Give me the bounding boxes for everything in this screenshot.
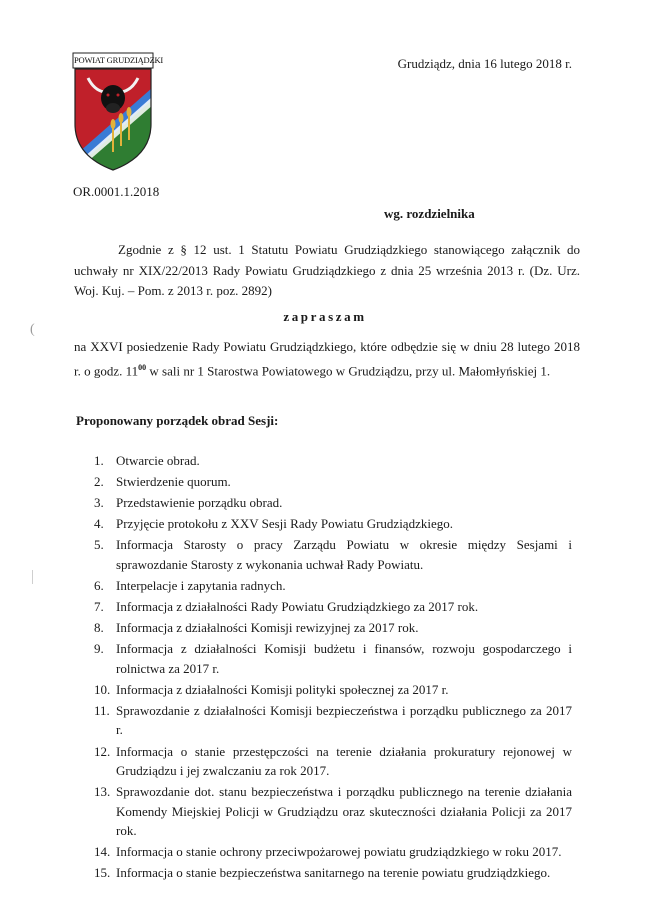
agenda-item xyxy=(76,639,572,678)
scan-margin-mark: ( xyxy=(30,322,35,337)
agenda-item xyxy=(76,514,572,534)
letter-date: Grudziądz, dnia 16 lutego 2018 r. xyxy=(397,56,572,71)
agenda-item-text: Informacja z działalności Komisji polityki społecznej za 2017 r. xyxy=(116,681,449,697)
agenda-item-text: Stwierdzenie quorum. xyxy=(116,474,231,490)
invite-time-superscript: 00 xyxy=(138,362,147,372)
agenda-item-number: 14. xyxy=(94,844,111,860)
scan-margin-line xyxy=(32,570,33,584)
recipient-line: wg. rozdzielnika xyxy=(384,206,475,221)
agenda-item-text: Informacja z działalności Komisji budżetu i finansów, rozwoju gospodarczego i rolnictwa za 2017 r. xyxy=(116,641,572,676)
agenda-list xyxy=(76,451,572,884)
agenda-item-text: Przedstawienie porządku obrad. xyxy=(116,495,283,511)
agenda-item-text: Sprawozdanie z działalności Komisji bezpieczeństwa i porządku publicznego za 2017 r. xyxy=(116,702,572,738)
agenda-item xyxy=(76,472,572,492)
crest-label: POWIAT GRUDZIĄDZKI xyxy=(74,55,164,65)
agenda-item xyxy=(76,782,572,841)
agenda-item-number: 6. xyxy=(94,577,104,593)
agenda-item-number: 3. xyxy=(94,495,104,511)
agenda-item-number: 9. xyxy=(94,641,104,657)
agenda-item-number: 1. xyxy=(94,453,104,468)
agenda-item-text: Informacja o stanie przestępczości na terenie działania prokuratury rejonowej w Grudziądzu i jej zwalczaniu za rok 2017. xyxy=(116,743,572,779)
agenda-item xyxy=(76,863,572,883)
agenda-item-text: Przyjęcie protokołu z XXV Sesji Rady Powiatu Grudziądzkiego. xyxy=(116,516,453,532)
coat-of-arms-icon xyxy=(72,52,164,172)
intro-paragraph: Zgodnie z § 12 ust. 1 Statutu Powiatu Grudziądzkiego stanowiącego załącznik do uchwały nr XIX/22/2013 Rady Powiatu Grudziądzkiego z dnia 25 września 2013 r. (Dz. Urz. Woj. Kuj. – Pom. z 2013 r. poz. 2892) xyxy=(74,242,580,298)
agenda-item-number: 5. xyxy=(94,537,104,553)
agenda-item-text: Interpelacje i zapytania radnych. xyxy=(116,577,286,593)
invite-text-start: na XXVI posiedzenie Rady Powiatu Grudziądzkiego, które odbędzie się w dniu 28 lutego 2018 r. o godz. 11 xyxy=(74,339,580,378)
agenda-item-text: Informacja z działalności Komisji rewizyjnej za 2017 rok. xyxy=(116,620,419,636)
agenda-item-text: Informacja o stanie ochrony przeciwpożarowej powiatu grudziądzkiego w roku 2017. xyxy=(116,844,562,860)
agenda-item-text: Informacja o stanie bezpieczeństwa sanitarnego na terenie powiatu grudziądzkiego. xyxy=(116,865,551,881)
agenda-item-number: 2. xyxy=(94,474,104,490)
agenda-item-text: Sprawozdanie dot. stanu bezpieczeństwa i porządku publicznego na terenie działania Komendy Miejskiej Policji w Grudziądzu oraz skuteczności działania Policji za 2017 rok. xyxy=(116,784,572,839)
agenda-item xyxy=(76,680,572,700)
invite-paragraph xyxy=(74,337,580,381)
reference-number: OR.0001.1.2018 xyxy=(73,184,160,199)
agenda-title: Proponowany porządek obrad Sesji: xyxy=(76,413,279,428)
agenda-item-number: 15. xyxy=(94,865,111,881)
agenda-item xyxy=(76,493,572,513)
agenda-item-number: 10. xyxy=(94,681,111,697)
invite-text-end: w sali nr 1 Starostwa Powiatowego w Grudziądzu, przy ul. Małomłyńskiej 1. xyxy=(146,362,551,378)
agenda-item-number: 11. xyxy=(94,702,110,718)
agenda-item xyxy=(76,535,572,574)
agenda-item xyxy=(76,576,572,596)
agenda-item xyxy=(76,451,572,471)
agenda-item xyxy=(76,742,572,781)
agenda-item-number: 7. xyxy=(94,599,104,615)
agenda-item-number: 13. xyxy=(94,784,111,800)
shield-graphic xyxy=(72,52,164,172)
agenda-item-text: Informacja Starosty o pracy Zarządu Powiatu w okresie między Sesjami i sprawozdanie Starosty z wykonania uchwał Rady Powiatu. xyxy=(116,537,572,572)
invite-heading: zapraszam xyxy=(283,309,367,324)
agenda-item xyxy=(76,701,572,740)
agenda-item-number: 4. xyxy=(94,516,104,532)
agenda-item-number: 12. xyxy=(94,743,111,759)
agenda-item-number: 8. xyxy=(94,620,104,636)
agenda-item xyxy=(76,842,572,862)
agenda-item-text: Informacja z działalności Rady Powiatu Grudziądzkiego za 2017 rok. xyxy=(116,599,479,615)
agenda-item xyxy=(76,597,572,617)
agenda-item xyxy=(76,618,572,638)
agenda-item-text: Otwarcie obrad. xyxy=(116,453,200,468)
